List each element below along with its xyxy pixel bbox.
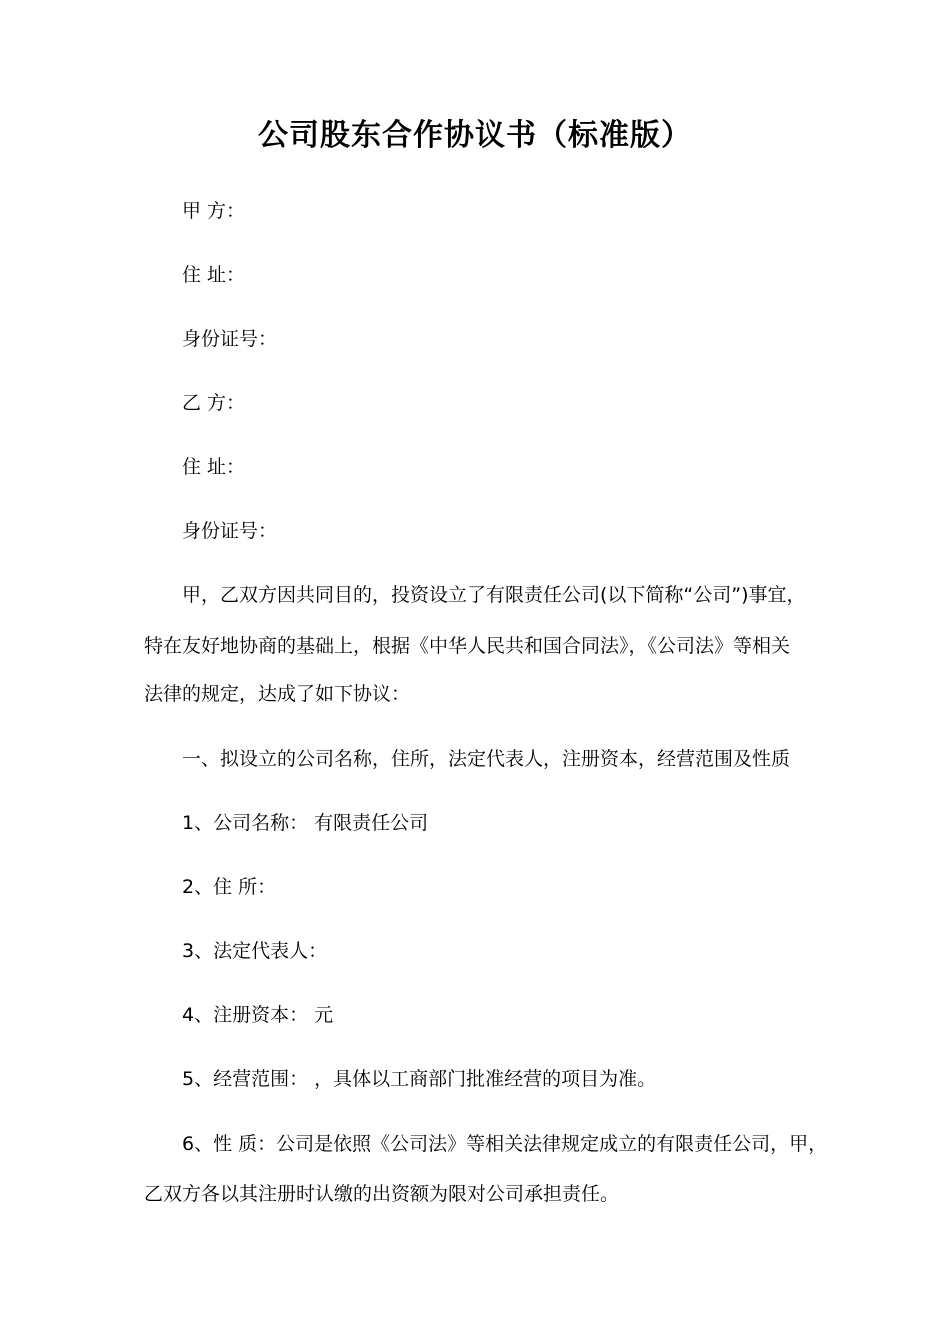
preamble-line-2: 特在友好地协商的基础上，根据《中华人民共和国合同法》，《公司法》等相关 — [144, 635, 791, 657]
item-4-registered-capital: 4、注册资本： 元 — [182, 1004, 334, 1026]
preamble-line-3: 法律的规定，达成了如下协议： — [144, 683, 411, 705]
party-b-name-label: 乙 方： — [182, 392, 246, 414]
document-title: 公司股东合作协议书（标准版） — [258, 118, 692, 153]
party-a-name-label: 甲 方： — [182, 200, 246, 222]
party-a-id-label: 身份证号： — [182, 328, 278, 350]
item-2-domicile: 2、住 所： — [182, 876, 277, 898]
section-1-heading: 一、拟设立的公司名称，住所，法定代表人，注册资本，经营范围及性质 — [182, 748, 791, 770]
party-b-address-label: 住 址： — [182, 456, 246, 478]
party-a-address-label: 住 址： — [182, 264, 246, 286]
item-5-business-scope: 5、经营范围： ，具体以工商部门批准经营的项目为准。 — [182, 1068, 657, 1090]
item-1-company-name: 1、公司名称： 有限责任公司 — [182, 812, 429, 834]
item-6-nature-line-2: 乙双方各以其注册时认缴的出资额为限对公司承担责任。 — [144, 1183, 620, 1205]
preamble-line-1: 甲，乙双方因共同目的，投资设立了有限责任公司(以下简称“公司”)事宜， — [182, 584, 806, 606]
item-6-nature-line-1: 6、性 质：公司是依照《公司法》等相关法律规定成立的有限责任公司，甲， — [182, 1133, 828, 1155]
item-3-legal-representative: 3、法定代表人： — [182, 940, 328, 962]
party-b-id-label: 身份证号： — [182, 520, 278, 542]
